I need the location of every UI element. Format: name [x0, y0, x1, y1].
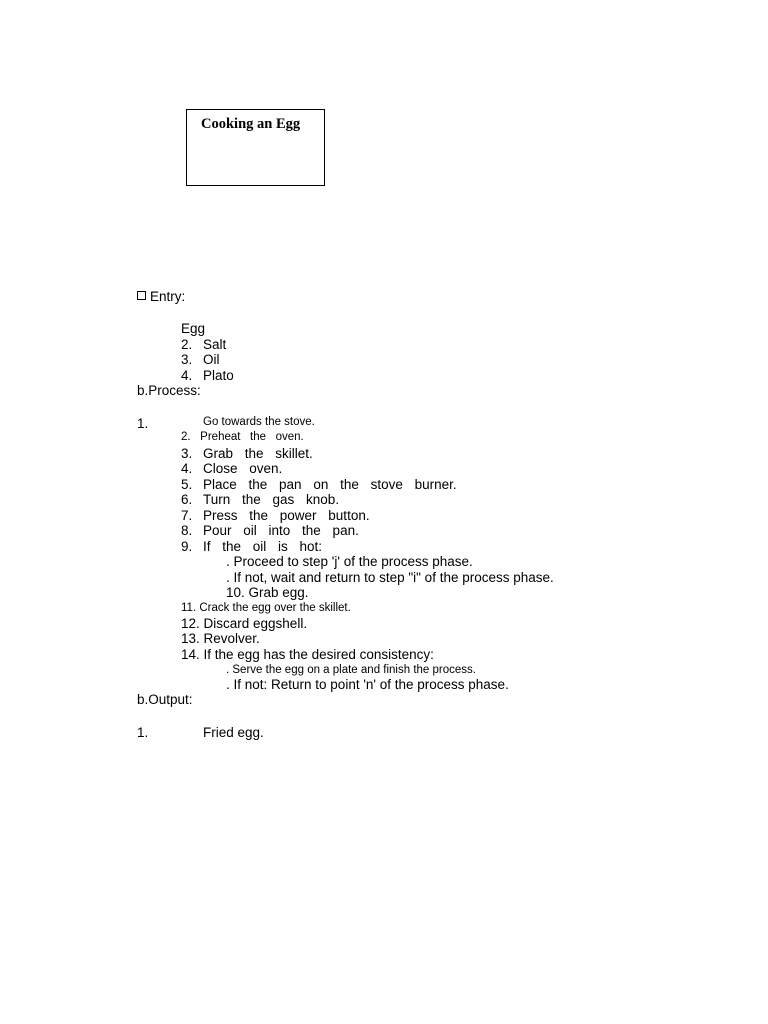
- list-item: 3. Grab the skillet.: [181, 446, 313, 461]
- process-step2: 2. Preheat the oven.: [181, 431, 304, 443]
- process-sub-14b: . If not: Return to point 'n' of the process phase.: [226, 677, 509, 692]
- list-item: 6. Turn the gas knob.: [181, 492, 340, 507]
- process-step14: 14. If the egg has the desired consistency:: [181, 647, 434, 662]
- output-text: Fried egg.: [203, 725, 264, 740]
- output-num: 1.: [137, 725, 149, 740]
- process-step10: 10. Grab egg.: [226, 585, 309, 600]
- list-item: 9. If the oil is hot:: [181, 539, 323, 554]
- list-item: Egg: [181, 321, 206, 336]
- list-item: 4. Plato: [181, 368, 234, 383]
- title-box: [186, 109, 325, 186]
- process-sub-14a: . Serve the egg on a plate and finish the process.: [226, 664, 476, 676]
- process-step11: 11. Crack the egg over the skillet.: [181, 602, 351, 614]
- list-item: 4. Close oven.: [181, 461, 283, 476]
- document-title: Cooking an Egg: [201, 116, 301, 132]
- list-item: 2. Salt: [181, 337, 227, 352]
- process-sub-9a: . Proceed to step 'j' of the process phase.: [226, 554, 473, 569]
- process-sub-9b: . If not, wait and return to step "i" of the process phase.: [226, 570, 554, 585]
- entry-heading-line: [137, 289, 185, 305]
- process-step13: 13. Revolver.: [181, 631, 260, 646]
- process-step1-text: Go towards the stove.: [203, 416, 315, 428]
- process-step1-num: 1.: [137, 416, 149, 431]
- output-heading: b.Output:: [137, 692, 193, 707]
- process-heading: b.Process:: [137, 383, 201, 398]
- list-item: 3. Oil: [181, 352, 220, 367]
- process-step12: 12. Discard eggshell.: [181, 616, 308, 631]
- list-item: 8. Pour oil into the pan.: [181, 523, 359, 538]
- checkbox-bullet-icon: [137, 291, 146, 300]
- list-item: 5. Place the pan on the stove burner.: [181, 477, 457, 492]
- list-item: 7. Press the power button.: [181, 508, 370, 523]
- entry-heading: Entry:: [150, 289, 186, 304]
